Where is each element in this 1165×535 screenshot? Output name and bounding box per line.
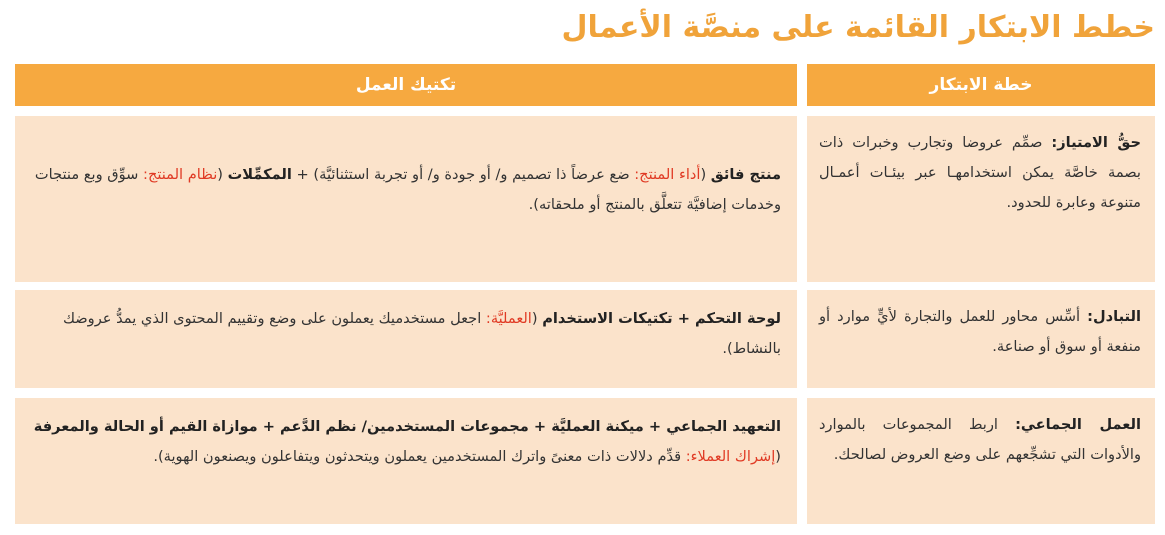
row-1-tactic-cell <box>15 116 797 282</box>
row-3-tactic-cell <box>15 398 797 524</box>
row-1-tactic-text-2: سوِّق وبع منتجات وخدمات إضافيَّة تتعلَّق بالمنتج أو ملحقاته). <box>34 166 781 213</box>
row-1-tactic-bold-1: منتج فائق <box>710 166 781 183</box>
row-1-plan-cell <box>807 116 1155 282</box>
row-2-tactic-bold-1: لوحة التحكم + تكتيكات الاستخدام <box>542 310 781 327</box>
row-1-tactic-paren-1: ( <box>700 166 711 183</box>
row-3-tactic-red-1: إشراك العملاء: <box>685 448 776 465</box>
row-1-plan-text: صمِّم عروضا وتجارب وخبرات ذات بصمة خاصَّة يمكن استخدامهـا عبر بيئـات أعمـال متنوعة وعابرة للحدود. <box>819 134 1141 211</box>
row-3-tactic-paren-1: ( <box>775 448 781 465</box>
row-3-plan-cell <box>807 398 1155 524</box>
row-3-plan-term: العمل الجماعي: <box>1015 416 1141 433</box>
row-1-tactic-text-1: ضع عرضاً ذا تصميم و/ أو جودة و/ أو تجربة استثنائيَّة) + <box>291 166 635 183</box>
row-2-tactic-red-1: العمليَّة: <box>485 310 532 327</box>
row-1-tactic-bold-2: المكمِّلات <box>227 166 292 183</box>
row-1-plan-term: حقُّ الامتياز: <box>1051 134 1141 151</box>
header-plan: خطة الابتكار <box>807 64 1155 106</box>
page-title: خطط الابتكار القائمة على منصَّة الأعمال <box>561 10 1155 45</box>
row-1-tactic-red-1: أداء المنتج: <box>634 166 701 183</box>
row-3-tactic-text-1: قدِّم دلالات ذات معنىً واترك المستخدمين يعملون ويتحدثون ويتفاعلون ويصنعون الهوية). <box>153 448 686 465</box>
row-1-tactic-paren-2: ( <box>217 166 228 183</box>
row-3-plan-text: اربط المجموعات بالموارد والأدوات التي تشجِّعهم على وضع العروض لصالحك. <box>819 416 1141 463</box>
header-tactic: تكتيك العمل <box>15 64 797 106</box>
row-2-tactic-text-1: اجعل مستخدميك يعملون على وضع وتقييم المحتوى الذي يمدُّ عروضك بالنشاط). <box>62 310 781 357</box>
row-3-tactic-bold-1: التعهيد الجماعي + ميكنة العمليَّة + مجموعات المستخدمين/ نظم الدَّعم + موازاة القيم أو الحالة والمعرفة <box>33 418 781 435</box>
row-2-tactic-paren-1: ( <box>531 310 543 327</box>
row-2-tactic-cell <box>15 290 797 388</box>
row-2-plan-text: أسِّس محاور للعمل والتجارة لأيٍّ موارد أو منفعة أو سوق أو صناعة. <box>819 308 1141 355</box>
row-1-tactic-red-2: نظام المنتج: <box>143 166 218 183</box>
row-2-plan-cell <box>807 290 1155 388</box>
innovation-table <box>15 64 1155 524</box>
row-2-plan-term: التبادل: <box>1087 308 1141 325</box>
